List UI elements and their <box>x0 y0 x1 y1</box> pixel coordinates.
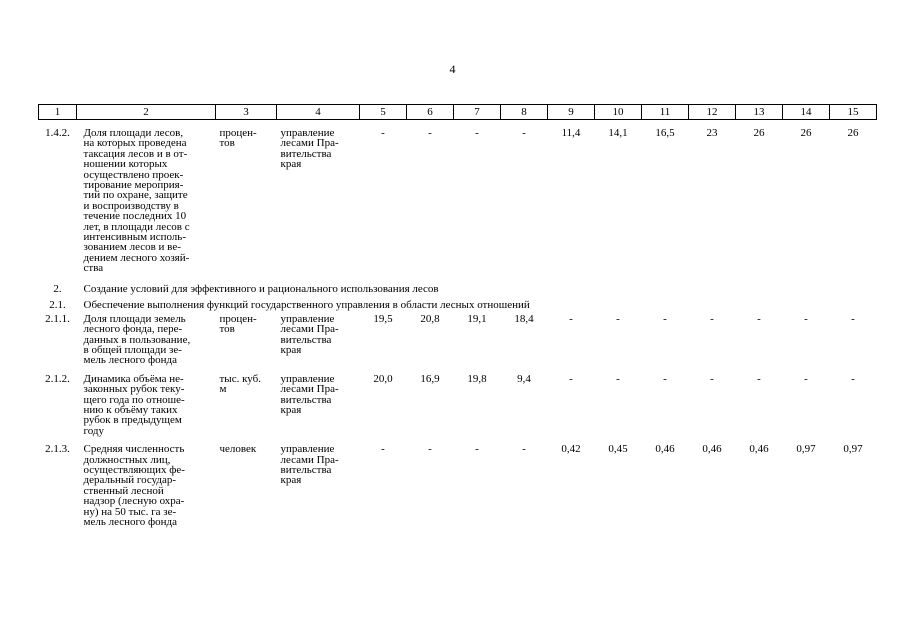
indicator-name: Доля площади лесов, на которых проведена таксация лесов и в от- ношении которых осуществлено проек- тирование мероприя- тий по охране, защите и воспроизводству в течение последних 10 лет, в площади лесов с интенсивным исполь- зованием лесов и ве- дением лесного хозяй- ства <box>83 127 190 275</box>
indicator-unit: процен- тов <box>219 127 257 150</box>
indicator-number: 2.1.1. <box>45 312 70 325</box>
indicator-value: - <box>381 443 385 456</box>
indicator-value: 20,0 <box>373 372 393 385</box>
indicator-value: 11,4 <box>561 127 581 139</box>
column-number-header: 12 <box>689 105 736 120</box>
row-spacer <box>39 527 877 533</box>
column-number-header: 10 <box>595 105 642 120</box>
indicator-value: 20,8 <box>420 312 440 325</box>
indicator-value: - <box>569 372 573 385</box>
column-number-header: 6 <box>407 105 454 120</box>
column-number-header: 2 <box>77 105 216 120</box>
indicator-value: - <box>616 312 620 325</box>
indicator-name: Доля площади земель лесного фонда, пере- данных в пользование, в общей площади зе- мель лесного фонда <box>83 312 191 367</box>
indicator-row <box>39 126 877 274</box>
section-title: Обеспечение выполнения функций государственного управления в области лесных отношений <box>83 298 530 311</box>
column-number-header: 15 <box>830 105 877 120</box>
indicator-value: - <box>851 372 855 385</box>
column-number-header: 5 <box>360 105 407 120</box>
indicator-value: - <box>710 312 714 325</box>
column-number-header: 8 <box>501 105 548 120</box>
indicator-value: 0,97 <box>843 443 863 456</box>
indicator-value: - <box>616 372 620 385</box>
indicator-name: Динамика объёма не- законных рубок теку- щего года по отноше- нию к объёму таких рубок в предыдущем году <box>83 372 185 437</box>
section-title: Создание условий для эффективного и рационального использования лесов <box>83 282 439 295</box>
indicator-value: 14,1 <box>608 127 628 139</box>
indicator-value: 26 <box>847 127 859 139</box>
column-number-header: 4 <box>277 105 360 120</box>
indicator-value: - <box>522 127 526 139</box>
indicator-value: 0,42 <box>561 443 581 456</box>
indicator-value: 16,5 <box>655 127 675 139</box>
indicator-value: - <box>475 443 479 456</box>
indicator-name: Средняя численность должностных лиц, осуществляющих фе- деральный государ- ственный лесной надзор (лесную охра- ну) на 50 тыс. га зе- мель лесного фонда <box>83 443 185 528</box>
responsible-body: управление лесами Пра- вительства края <box>280 443 339 487</box>
indicator-value: 23 <box>706 127 718 139</box>
indicator-unit: человек <box>219 443 257 456</box>
indicator-value: 26 <box>800 127 812 139</box>
indicator-value: - <box>663 372 667 385</box>
indicator-value: 16,9 <box>420 372 440 385</box>
section-number: 2. <box>53 282 62 295</box>
indicator-value: - <box>804 312 808 325</box>
indicator-value: - <box>851 312 855 325</box>
indicator-value: - <box>710 372 714 385</box>
indicator-unit: процен- тов <box>219 312 257 336</box>
indicator-number: 2.1.2. <box>45 372 70 385</box>
indicator-row <box>39 372 877 436</box>
indicator-value: 19,5 <box>373 312 393 325</box>
indicator-value: - <box>428 443 432 456</box>
indicator-value: 19,8 <box>467 372 487 385</box>
indicator-unit: тыс. куб. м <box>219 372 261 396</box>
responsible-body: управление лесами Пра- вительства края <box>280 372 339 416</box>
indicators-table <box>38 104 877 533</box>
column-number-header: 11 <box>642 105 689 120</box>
indicator-value: - <box>428 127 432 139</box>
section-heading-row <box>39 296 877 312</box>
indicator-value: 26 <box>753 127 765 139</box>
column-number-header: 1 <box>39 105 77 120</box>
indicator-value: - <box>757 312 761 325</box>
column-number-header: 14 <box>783 105 830 120</box>
indicator-value: 0,46 <box>702 443 722 456</box>
indicator-number: 2.1.3. <box>45 443 70 456</box>
indicator-value: - <box>522 443 526 456</box>
indicator-value: - <box>757 372 761 385</box>
section-number: 2.1. <box>49 298 66 311</box>
indicator-value: - <box>475 127 479 139</box>
responsible-body: управление лесами Пра- вительства края <box>280 127 339 171</box>
column-number-header: 9 <box>548 105 595 120</box>
indicator-value: 18,4 <box>514 312 534 325</box>
indicator-value: 0,46 <box>749 443 769 456</box>
indicator-value: 9,4 <box>517 372 531 385</box>
indicator-value: - <box>663 312 667 325</box>
column-number-header: 13 <box>736 105 783 120</box>
indicator-value: 0,97 <box>796 443 816 456</box>
indicator-value: 19,1 <box>467 312 487 325</box>
column-number-header-row <box>39 105 877 120</box>
indicator-number: 1.4.2. <box>45 127 70 139</box>
responsible-body: управление лесами Пра- вительства края <box>280 312 339 356</box>
indicator-value: 0,45 <box>608 443 628 456</box>
column-number-header: 7 <box>454 105 501 120</box>
indicator-value: - <box>569 312 573 325</box>
indicator-value: - <box>804 372 808 385</box>
indicator-value: - <box>381 127 385 139</box>
indicator-value: 0,46 <box>655 443 675 456</box>
indicator-row <box>39 312 877 366</box>
section-heading-row <box>39 280 877 296</box>
page-number: 4 <box>449 62 456 76</box>
indicator-row <box>39 442 877 527</box>
column-number-header: 3 <box>216 105 277 120</box>
